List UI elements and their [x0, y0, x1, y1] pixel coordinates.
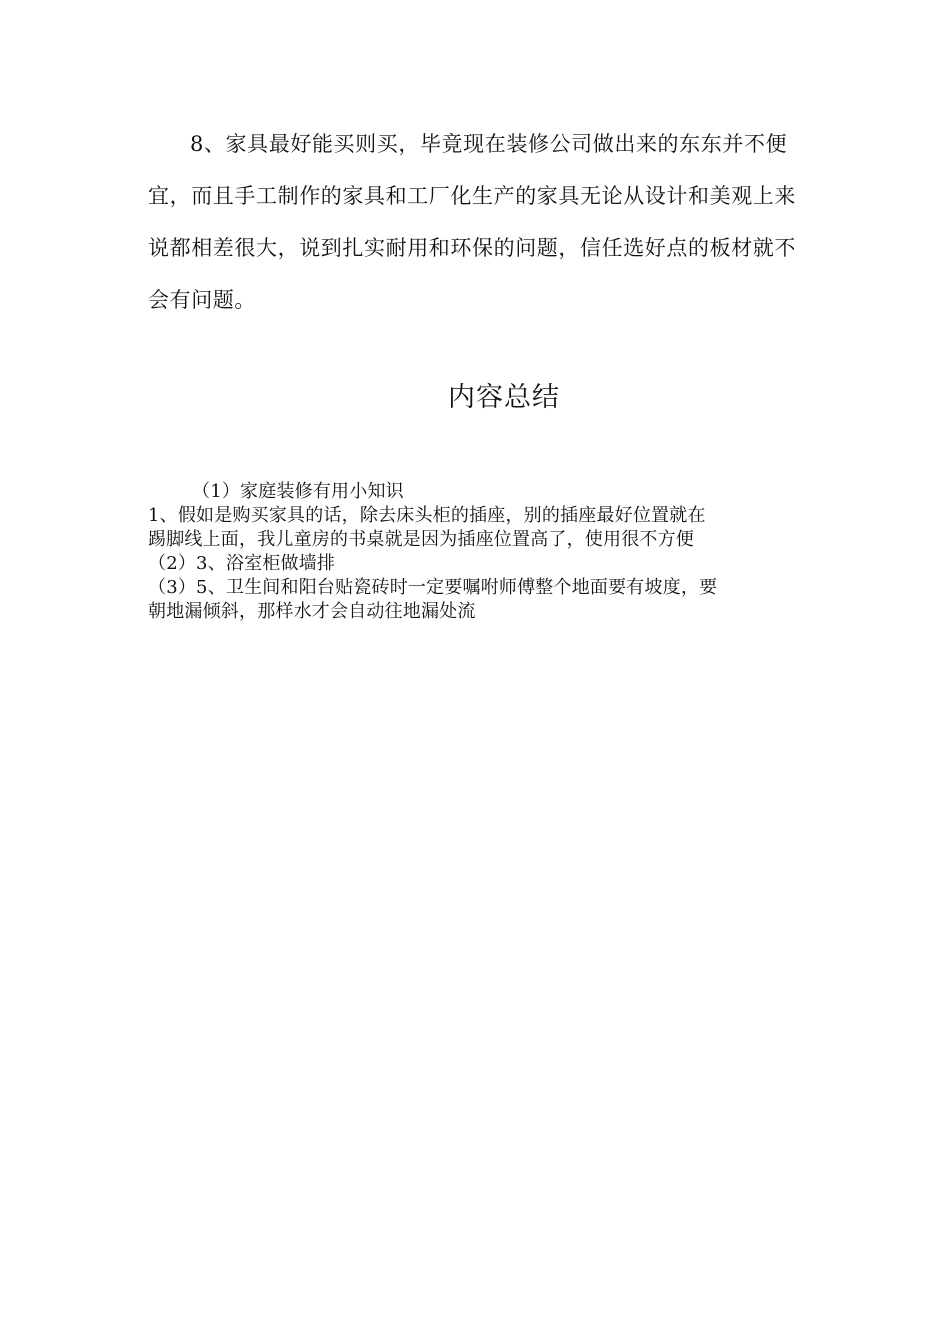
summary-line: （3）5、卫生间和阳台贴瓷砖时一定要嘱咐师傅整个地面要有坡度，要	[148, 577, 718, 598]
summary-line: 踢脚线上面，我儿童房的书桌就是因为插座位置高了，使用很不方便	[148, 529, 694, 550]
summary-title: 内容总结	[448, 382, 560, 413]
summary-line: 朝地漏倾斜，那样水才会自动往地漏处流	[148, 601, 476, 622]
summary-line: 1、假如是购买家具的话，除去床头柜的插座，别的插座最好位置就在	[148, 505, 706, 526]
summary-line: （2）3、浴室柜做墙排	[148, 553, 336, 574]
furniture-advice-paragraph: 8、家具最好能买则买，毕竟现在装修公司做出来的东东并不便宜，而且手工制作的家具和工厂化生产的家具无论从设计和美观上来说都相差很大，说到扎实耐用和环保的问题，信任选好点的板材就不会有问题。	[148, 132, 796, 312]
summary-content	[148, 480, 808, 624]
summary-heading: （1）家庭装修有用小知识	[192, 481, 404, 502]
